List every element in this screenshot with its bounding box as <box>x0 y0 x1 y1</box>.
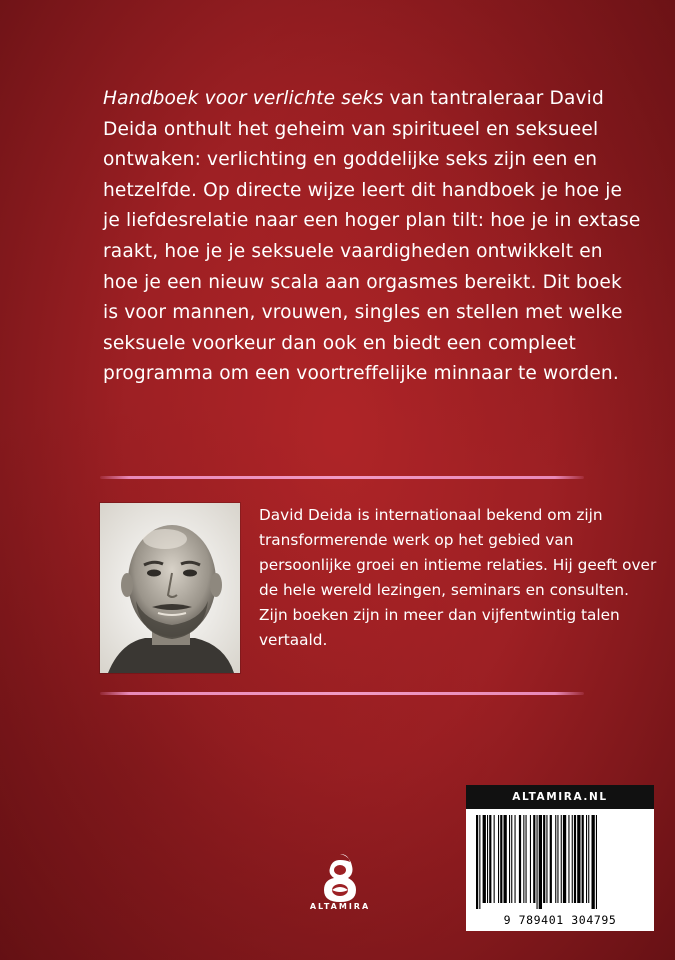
barcode-bar <box>530 815 531 903</box>
barcode-bar <box>543 815 545 903</box>
divider-bottom <box>100 692 584 695</box>
barcode-bar <box>586 815 587 903</box>
back-cover-blurb <box>103 84 643 390</box>
barcode-bar <box>483 815 486 903</box>
publisher-logo-icon <box>310 850 370 910</box>
barcode-bar <box>568 815 569 903</box>
barcode-bar <box>557 815 558 903</box>
barcode-bar <box>561 815 562 903</box>
website-label: ALTAMIRA.NL <box>466 785 654 809</box>
barcode-bar <box>519 815 521 903</box>
barcode-bar <box>504 815 507 903</box>
barcode-bar <box>498 815 499 903</box>
barcode-bar <box>592 815 595 909</box>
barcode-bar <box>526 815 527 903</box>
divider-top <box>100 476 584 479</box>
barcode-bar <box>539 815 542 909</box>
barcode-bar <box>509 815 510 903</box>
barcode-bar <box>476 815 478 909</box>
barcode-bar <box>596 815 597 909</box>
barcode-bar <box>563 815 566 903</box>
barcode-bar <box>537 815 538 909</box>
book-title: Handboek voor verlichte seks <box>103 88 384 109</box>
barcode-bar <box>533 815 535 903</box>
barcode-bar <box>577 815 580 903</box>
isbn-number: 9 789401 304795 <box>503 913 617 927</box>
barcode-bar <box>550 815 552 903</box>
barcode-bar <box>489 815 491 903</box>
author-bio: David Deida is internationaal bekend om zijn transformerende werk op het gebied van persoonlijke groei en intieme relaties. Hij geeft over de hele wereld lezingen, seminars en consulten. Zijn boeken zijn in meer dan vijfentwintig talen vertaald. <box>259 506 657 649</box>
barcode-bar <box>487 815 488 903</box>
barcode-bar <box>582 815 584 903</box>
barcode-bar <box>515 815 516 903</box>
author-photo <box>100 503 240 673</box>
barcode-bar <box>523 815 524 903</box>
publisher-name: ALTAMIRA <box>309 902 371 911</box>
barcode-bar <box>555 815 556 903</box>
barcode-bar <box>479 815 480 909</box>
barcode-bar <box>588 815 589 903</box>
barcode-bar <box>494 815 495 903</box>
barcode-bar <box>500 815 502 903</box>
barcode-bar <box>546 815 547 903</box>
barcode-icon <box>472 815 648 911</box>
author-portrait-icon <box>100 503 240 673</box>
barcode-bar <box>574 815 576 903</box>
barcode-bar <box>572 815 573 903</box>
barcode-bar <box>511 815 512 903</box>
barcode-box <box>466 785 654 931</box>
blurb-text: van tantraleraar David Deida onthult het geheim van spiritueel en seksueel ontwaken: verlichting en goddelijke seks zijn een en hetzelfde. Op directe wijze leert dit handboek je hoe je je liefdesrelatie naar een hoger plan tilt: hoe je in extase raakt, hoe je je seksuele vaardigheden ontwikkelt en hoe je een nieuw scala aan orgasmes bereikt. Dit boek is voor mannen, vrouwen, singles en stellen met welke seksuele voorkeur dan ook en biedt een compleet programma om een voortreffelijke minnaar te worden. <box>103 88 641 385</box>
